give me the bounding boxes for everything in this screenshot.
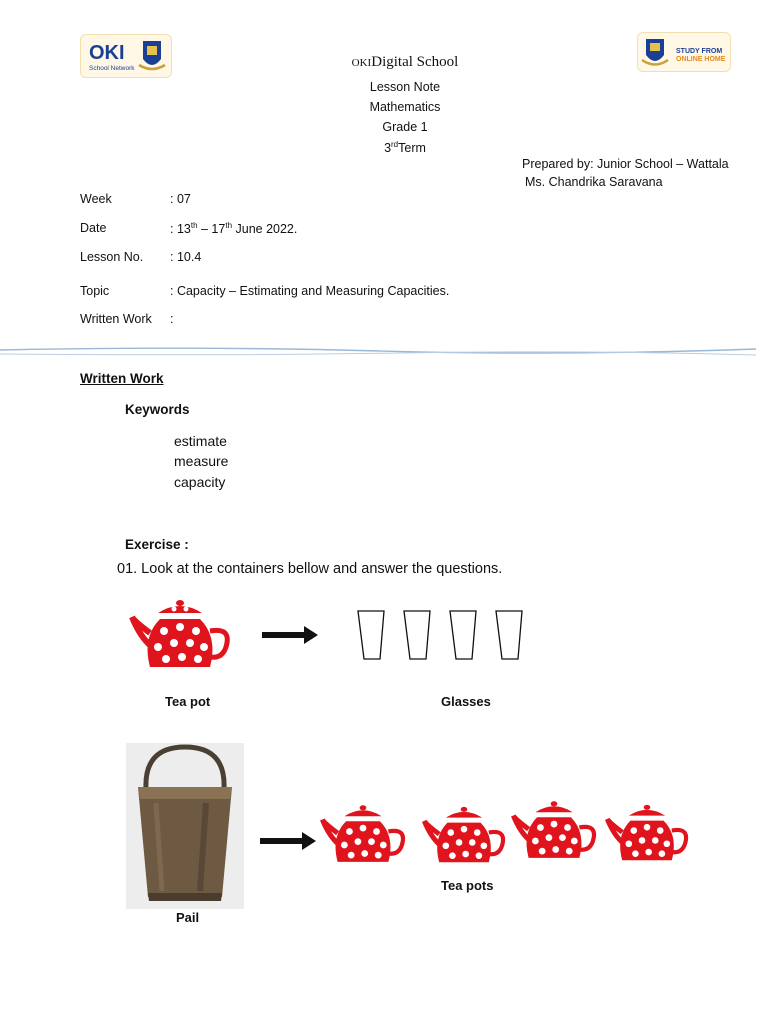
prepared-by: Prepared by: Junior School – Wattala [522, 157, 729, 171]
arrow-right-icon [262, 626, 318, 649]
online-home-text: ONLINE HOME [676, 56, 726, 63]
study-from-text: STUDY FROM [676, 48, 723, 55]
teacher-name: Ms. Chandrika Saravana [525, 175, 663, 189]
school-name: Digital School [371, 54, 459, 70]
teapot-image [128, 597, 232, 671]
written-work-label: Written Work [80, 312, 152, 326]
topic-value: : Capacity – Estimating and Measuring Capacities. [170, 284, 450, 298]
lesson-no-value: : 10.4 [170, 250, 202, 264]
arrow-right-icon [260, 832, 316, 855]
week-label: Week [80, 192, 112, 206]
teapot-icon [319, 802, 407, 871]
pail-image [126, 743, 244, 909]
date-value: : 13th – 17th June 2022. [170, 221, 298, 237]
keywords-title: Keywords [125, 402, 190, 417]
date-label: Date [80, 221, 107, 235]
grade-line: Grade 1 [382, 120, 428, 134]
subject-line: Mathematics [369, 100, 441, 114]
keyword-item: estimate [174, 433, 227, 449]
section-divider [0, 344, 756, 365]
oki-logo-subtext: School Network [89, 65, 135, 72]
keyword-item: measure [174, 453, 229, 469]
caption-teapots: Tea pots [441, 878, 494, 893]
teapot-icon [510, 798, 598, 867]
week-value: : 07 [170, 192, 191, 206]
teapot-icon [604, 802, 690, 869]
keyword-item: capacity [174, 474, 226, 490]
question-text: 01. Look at the containers bellow and answer the questions. [117, 561, 503, 577]
topic-label: Topic [80, 284, 110, 298]
oki-logo-text: OKI [89, 42, 125, 64]
caption-glasses: Glasses [441, 694, 491, 709]
lesson-no-label: Lesson No. [80, 250, 144, 264]
teapot-icon [421, 804, 507, 871]
glasses-image [355, 608, 530, 668]
school-prefix: OKI [351, 57, 372, 69]
section-title: Written Work [80, 371, 164, 386]
caption-pail: Pail [176, 910, 200, 925]
caption-teapot: Tea pot [165, 694, 211, 709]
lesson-note-line: Lesson Note [369, 80, 441, 94]
school-title [0, 54, 768, 71]
term-line: 3rdTerm [384, 140, 426, 156]
exercise-title: Exercise : [125, 537, 189, 552]
written-work-value: : [170, 312, 174, 326]
